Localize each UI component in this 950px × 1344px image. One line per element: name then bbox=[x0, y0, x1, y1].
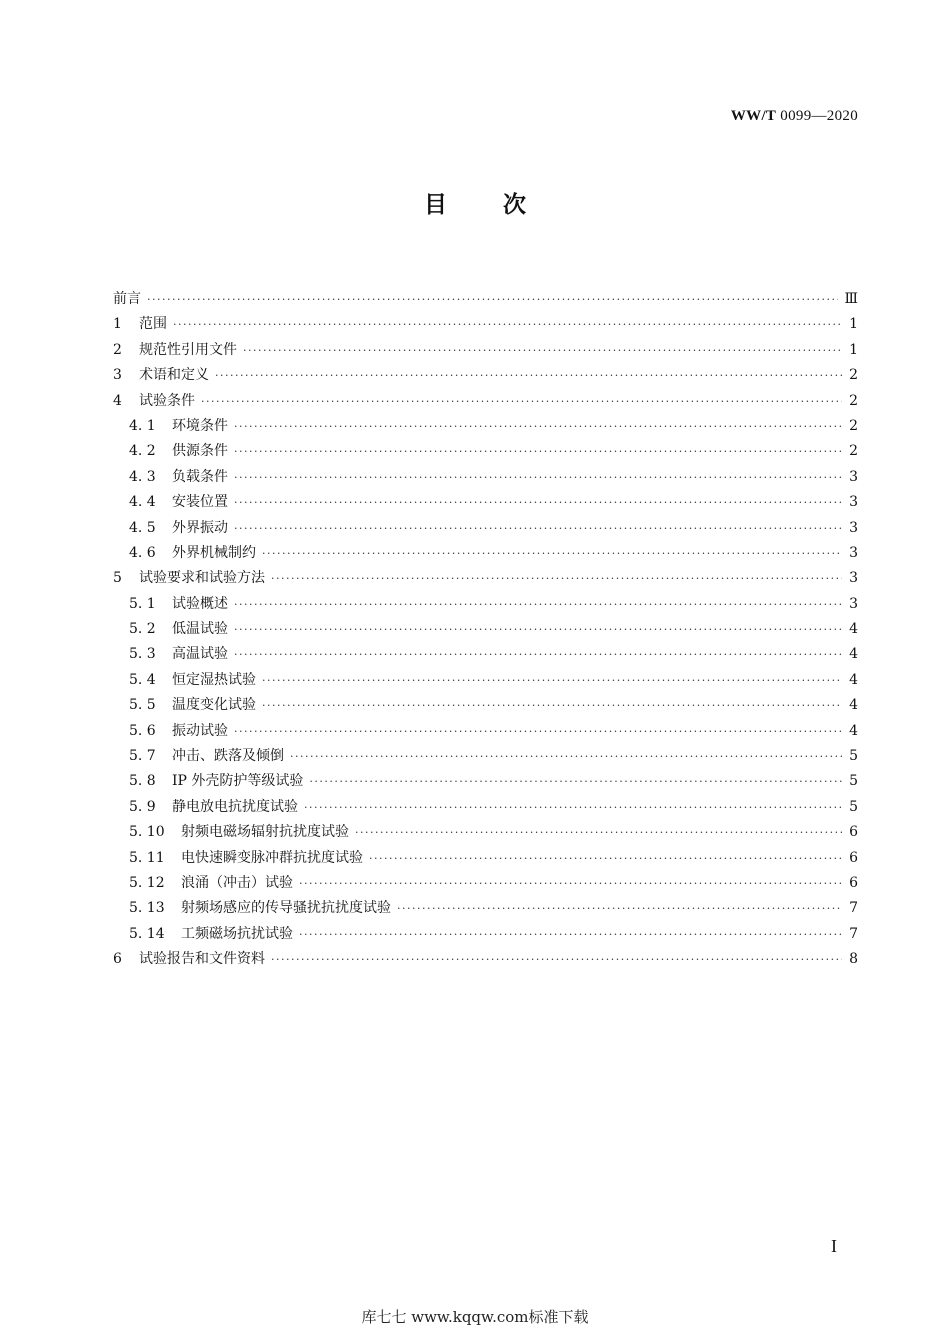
toc-entry-page: 1 bbox=[849, 341, 858, 358]
toc-entry-number: 2 bbox=[113, 341, 122, 358]
dot-leader bbox=[262, 693, 842, 718]
toc-entry-page: 7 bbox=[849, 925, 858, 942]
toc-entry-page: 6 bbox=[849, 824, 858, 841]
dot-leader bbox=[234, 642, 842, 667]
toc-entry-page: 3 bbox=[849, 494, 858, 511]
toc-entry-number: 5. 9 bbox=[129, 798, 156, 815]
toc-entry-page: 5 bbox=[849, 773, 858, 790]
toc-entry[interactable] bbox=[113, 541, 858, 566]
toc-entry-page: 3 bbox=[849, 468, 858, 485]
toc-entry-label: 范围 bbox=[139, 316, 167, 333]
toc-entry-label: 工频磁场抗扰试验 bbox=[181, 925, 293, 942]
dot-leader bbox=[369, 846, 842, 871]
dot-leader bbox=[234, 414, 842, 439]
toc-entry-page: 7 bbox=[849, 900, 858, 917]
toc-entry[interactable] bbox=[113, 795, 858, 820]
toc-entry-page: 4 bbox=[849, 671, 858, 688]
toc-entry-number: 5. 3 bbox=[129, 646, 156, 663]
toc-entry-number: 5. 4 bbox=[129, 671, 156, 688]
toc-entry-number: 5. 7 bbox=[129, 748, 156, 765]
dot-leader bbox=[262, 541, 842, 566]
toc-entry-page: 2 bbox=[849, 443, 858, 460]
toc-entry-number: 5. 13 bbox=[129, 900, 165, 917]
toc-entry-label: 电快速瞬变脉冲群抗扰度试验 bbox=[181, 849, 363, 866]
toc-entry[interactable] bbox=[113, 820, 858, 845]
toc-entry-label: 环境条件 bbox=[172, 417, 228, 434]
toc-entry[interactable] bbox=[113, 338, 858, 363]
standard-code-number: 0099—2020 bbox=[780, 108, 858, 124]
toc-entry[interactable] bbox=[113, 896, 858, 921]
toc-entry[interactable] bbox=[113, 516, 858, 541]
toc-entry-number: 5. 14 bbox=[129, 925, 165, 942]
dot-leader bbox=[299, 871, 842, 896]
toc-entry[interactable] bbox=[113, 642, 858, 667]
toc-entry[interactable] bbox=[113, 947, 858, 972]
toc-entry-number: 4. 1 bbox=[129, 417, 156, 434]
toc-entry-label: 外界振动 bbox=[172, 519, 228, 536]
toc-entry[interactable] bbox=[113, 871, 858, 896]
toc-entry-page: 5 bbox=[849, 748, 858, 765]
toc-entry-label: 温度变化试验 bbox=[172, 697, 256, 714]
toc-entry-number: 6 bbox=[113, 951, 122, 968]
toc-entry-label: 供源条件 bbox=[172, 443, 228, 460]
toc-entry-page: 3 bbox=[849, 519, 858, 536]
toc-entry-number: 5. 1 bbox=[129, 595, 156, 612]
dot-leader bbox=[304, 795, 842, 820]
toc-entry-label: 浪涌（冲击）试验 bbox=[181, 874, 293, 891]
toc-entry[interactable] bbox=[113, 719, 858, 744]
toc-entry-page: 8 bbox=[849, 951, 858, 968]
page-number: I bbox=[831, 1236, 837, 1256]
toc-entry-label: 低温试验 bbox=[172, 621, 228, 638]
toc-entry-number: 4. 6 bbox=[129, 544, 156, 561]
toc-entry-label: 高温试验 bbox=[172, 646, 228, 663]
dot-leader bbox=[234, 439, 842, 464]
toc-entry-number: 5. 10 bbox=[129, 824, 165, 841]
toc-entry[interactable] bbox=[113, 414, 858, 439]
toc-entry-page: 4 bbox=[849, 621, 858, 638]
toc-entry-label: 术语和定义 bbox=[139, 367, 209, 384]
toc-entry-page: 2 bbox=[849, 367, 858, 384]
toc-entry-label: 外界机械制约 bbox=[172, 544, 256, 561]
toc-entry[interactable] bbox=[113, 922, 858, 947]
dot-leader bbox=[234, 516, 842, 541]
toc-entry-number: 前言 bbox=[113, 291, 141, 307]
toc-entry-number: 5. 8 bbox=[129, 773, 156, 790]
toc-entry-number: 4 bbox=[113, 392, 122, 409]
toc-entry[interactable] bbox=[113, 566, 858, 591]
toc-entry-label: 规范性引用文件 bbox=[139, 341, 237, 358]
dot-leader bbox=[243, 338, 842, 363]
dot-leader bbox=[290, 744, 842, 769]
toc-entry-label: 冲击、跌落及倾倒 bbox=[172, 748, 284, 765]
table-of-contents bbox=[113, 287, 858, 973]
dot-leader bbox=[262, 668, 842, 693]
standard-code-prefix: WW/T bbox=[730, 108, 777, 124]
toc-entry-label: 试验报告和文件资料 bbox=[139, 951, 265, 968]
toc-entry-number: 5 bbox=[113, 570, 122, 587]
toc-entry-page: 2 bbox=[849, 417, 858, 434]
toc-entry-label: 静电放电抗扰度试验 bbox=[172, 798, 298, 815]
toc-entry-number: 5. 6 bbox=[129, 722, 156, 739]
toc-entry-page: 2 bbox=[849, 392, 858, 409]
dot-leader bbox=[201, 389, 842, 414]
toc-entry-page: 6 bbox=[849, 874, 858, 891]
toc-entry[interactable] bbox=[113, 465, 858, 490]
dot-leader bbox=[271, 566, 842, 591]
dot-leader bbox=[271, 947, 842, 972]
toc-entry-page: 3 bbox=[849, 570, 858, 587]
toc-entry[interactable] bbox=[113, 668, 858, 693]
toc-entry-number: 5. 11 bbox=[129, 849, 165, 866]
toc-entry-page: 3 bbox=[849, 544, 858, 561]
dot-leader bbox=[355, 820, 842, 845]
toc-entry-label: 射频场感应的传导骚扰抗扰度试验 bbox=[181, 900, 391, 917]
page-title: 目次 bbox=[424, 192, 582, 218]
toc-entry-page: 6 bbox=[849, 849, 858, 866]
toc-entry-label: 恒定湿热试验 bbox=[172, 671, 256, 688]
dot-leader bbox=[234, 592, 842, 617]
toc-entry-number: 5. 5 bbox=[129, 697, 156, 714]
toc-entry-number: 1 bbox=[113, 316, 122, 333]
standard-code bbox=[731, 108, 858, 125]
toc-entry-number: 4. 5 bbox=[129, 519, 156, 536]
toc-entry-page: 4 bbox=[849, 722, 858, 739]
toc-entry-page: 5 bbox=[849, 798, 858, 815]
toc-entry[interactable] bbox=[113, 363, 858, 388]
dot-leader bbox=[299, 922, 842, 947]
toc-entry-label: 负载条件 bbox=[172, 468, 228, 485]
watermark-text: 库七七 www.kqqw.com标准下载 bbox=[361, 1308, 589, 1326]
toc-entry[interactable] bbox=[113, 617, 858, 642]
toc-entry[interactable] bbox=[113, 312, 858, 337]
toc-entry-number: 4. 4 bbox=[129, 494, 156, 511]
toc-entry-number: 3 bbox=[113, 367, 122, 384]
toc-entry-label: 试验要求和试验方法 bbox=[139, 570, 265, 587]
toc-entry-number: 5. 2 bbox=[129, 621, 156, 638]
toc-entry[interactable] bbox=[113, 287, 858, 312]
dot-leader bbox=[147, 287, 838, 312]
toc-entry-label: 安装位置 bbox=[172, 494, 228, 511]
toc-entry-label: 试验概述 bbox=[172, 595, 228, 612]
toc-entry[interactable] bbox=[113, 490, 858, 515]
toc-entry-page: 1 bbox=[849, 316, 858, 333]
toc-entry[interactable] bbox=[113, 744, 858, 769]
dot-leader bbox=[173, 312, 842, 337]
toc-entry-label: 射频电磁场辐射抗扰度试验 bbox=[181, 824, 349, 841]
toc-entry-number: 4. 3 bbox=[129, 468, 156, 485]
dot-leader bbox=[309, 769, 842, 794]
toc-entry[interactable] bbox=[113, 439, 858, 464]
toc-entry-number: 4. 2 bbox=[129, 443, 156, 460]
dot-leader bbox=[234, 719, 842, 744]
toc-entry-page: 4 bbox=[849, 697, 858, 714]
toc-entry-label: IP 外壳防护等级试验 bbox=[172, 773, 304, 790]
dot-leader bbox=[234, 465, 842, 490]
toc-entry[interactable] bbox=[113, 389, 858, 414]
dot-leader bbox=[215, 363, 842, 388]
toc-entry[interactable] bbox=[113, 846, 858, 871]
toc-entry-page: 3 bbox=[849, 595, 858, 612]
toc-entry-label: 振动试验 bbox=[172, 722, 228, 739]
dot-leader bbox=[397, 896, 842, 921]
toc-entry[interactable] bbox=[113, 592, 858, 617]
toc-entry[interactable] bbox=[113, 769, 858, 794]
toc-entry-page: Ⅲ bbox=[844, 291, 858, 307]
toc-entry-page: 4 bbox=[849, 646, 858, 663]
toc-entry-number: 5. 12 bbox=[129, 874, 165, 891]
dot-leader bbox=[234, 490, 842, 515]
toc-entry[interactable] bbox=[113, 693, 858, 718]
dot-leader bbox=[234, 617, 842, 642]
toc-entry-label: 试验条件 bbox=[139, 392, 195, 409]
